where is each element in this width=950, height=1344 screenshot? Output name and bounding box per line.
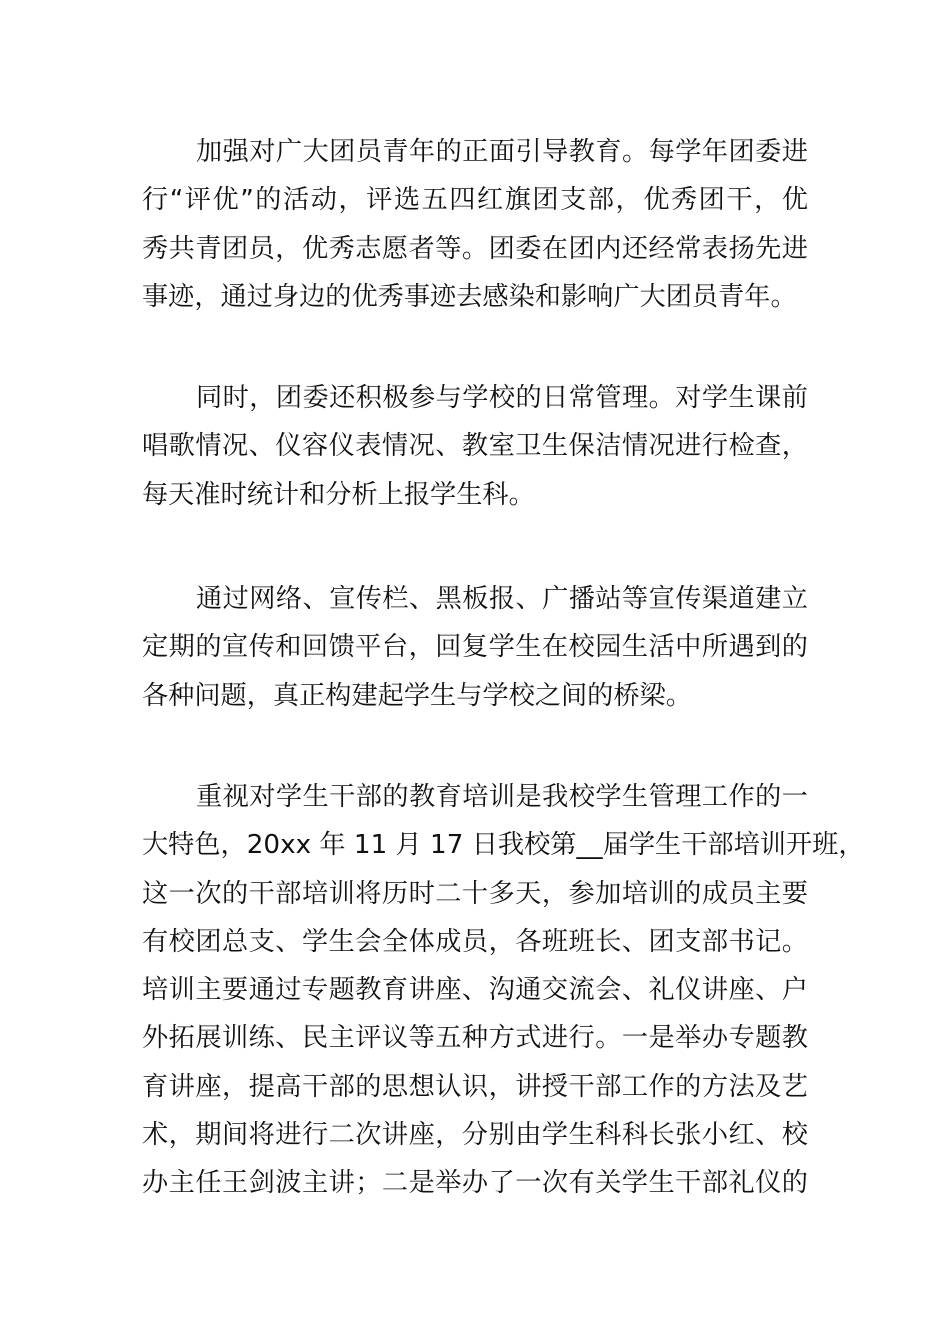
paragraph-line: 秀共青团员，优秀志愿者等。团委在团内还经常表扬先进 — [142, 233, 808, 264]
paragraph-line: 通过网络、宣传栏、黑板报、广播站等宣传渠道建立 — [196, 584, 808, 614]
paragraph-publicity-channels — [142, 575, 808, 720]
paragraph-line: 办主任王剑波主讲；二是举办了一次有关学生干部礼仪的 — [142, 1168, 808, 1199]
paragraph-line: 术，期间将进行二次讲座，分别由学生科科长张小红、校 — [142, 1120, 808, 1151]
paragraph-line: 各种问题，真正构建起学生与学校之间的桥梁。 — [142, 680, 692, 711]
paragraph-line: 定期的宣传和回馈平台，回复学生在校园生活中所遇到的 — [142, 632, 808, 663]
paragraph-youth-guidance — [142, 128, 808, 321]
paragraph-line: 加强对广大团员青年的正面引导教育。每学年团委进 — [196, 137, 808, 167]
paragraph-line: 事迹，通过身边的优秀事迹去感染和影响广大团员青年。 — [142, 281, 797, 312]
paragraph-line: 外拓展训练、民主评议等五种方式进行。一是举办专题教 — [142, 1023, 808, 1054]
paragraph-line: 育讲座，提高干部的思想认识，讲授干部工作的方法及艺 — [142, 1071, 808, 1102]
paragraph-line: 大特色，20xx 年 11 月 17 日我校第__届学生干部培训开班， — [142, 830, 865, 861]
paragraph-cadre-training — [142, 773, 865, 1208]
paragraph-line: 这一次的干部培训将历时二十多天，参加培训的成员主要 — [142, 878, 808, 909]
paragraph-line: 重视对学生干部的教育培训是我校学生管理工作的一 — [196, 782, 808, 812]
paragraph-daily-management — [142, 374, 808, 519]
paragraph-line: 行“评优”的活动，评选五四红旗团支部，优秀团干，优 — [142, 185, 808, 216]
paragraph-line: 唱歌情况、仪容仪表情况、教室卫生保洁情况进行检查， — [142, 431, 808, 462]
paragraph-line: 每天准时统计和分析上报学生科。 — [142, 479, 535, 510]
paragraph-line: 有校团总支、学生会全体成员，各班班长、团支部书记。 — [142, 926, 808, 957]
paragraph-line: 同时，团委还积极参与学校的日常管理。对学生课前 — [196, 383, 808, 413]
paragraph-line: 培训主要通过专题教育讲座、沟通交流会、礼仪讲座、户 — [142, 975, 808, 1006]
